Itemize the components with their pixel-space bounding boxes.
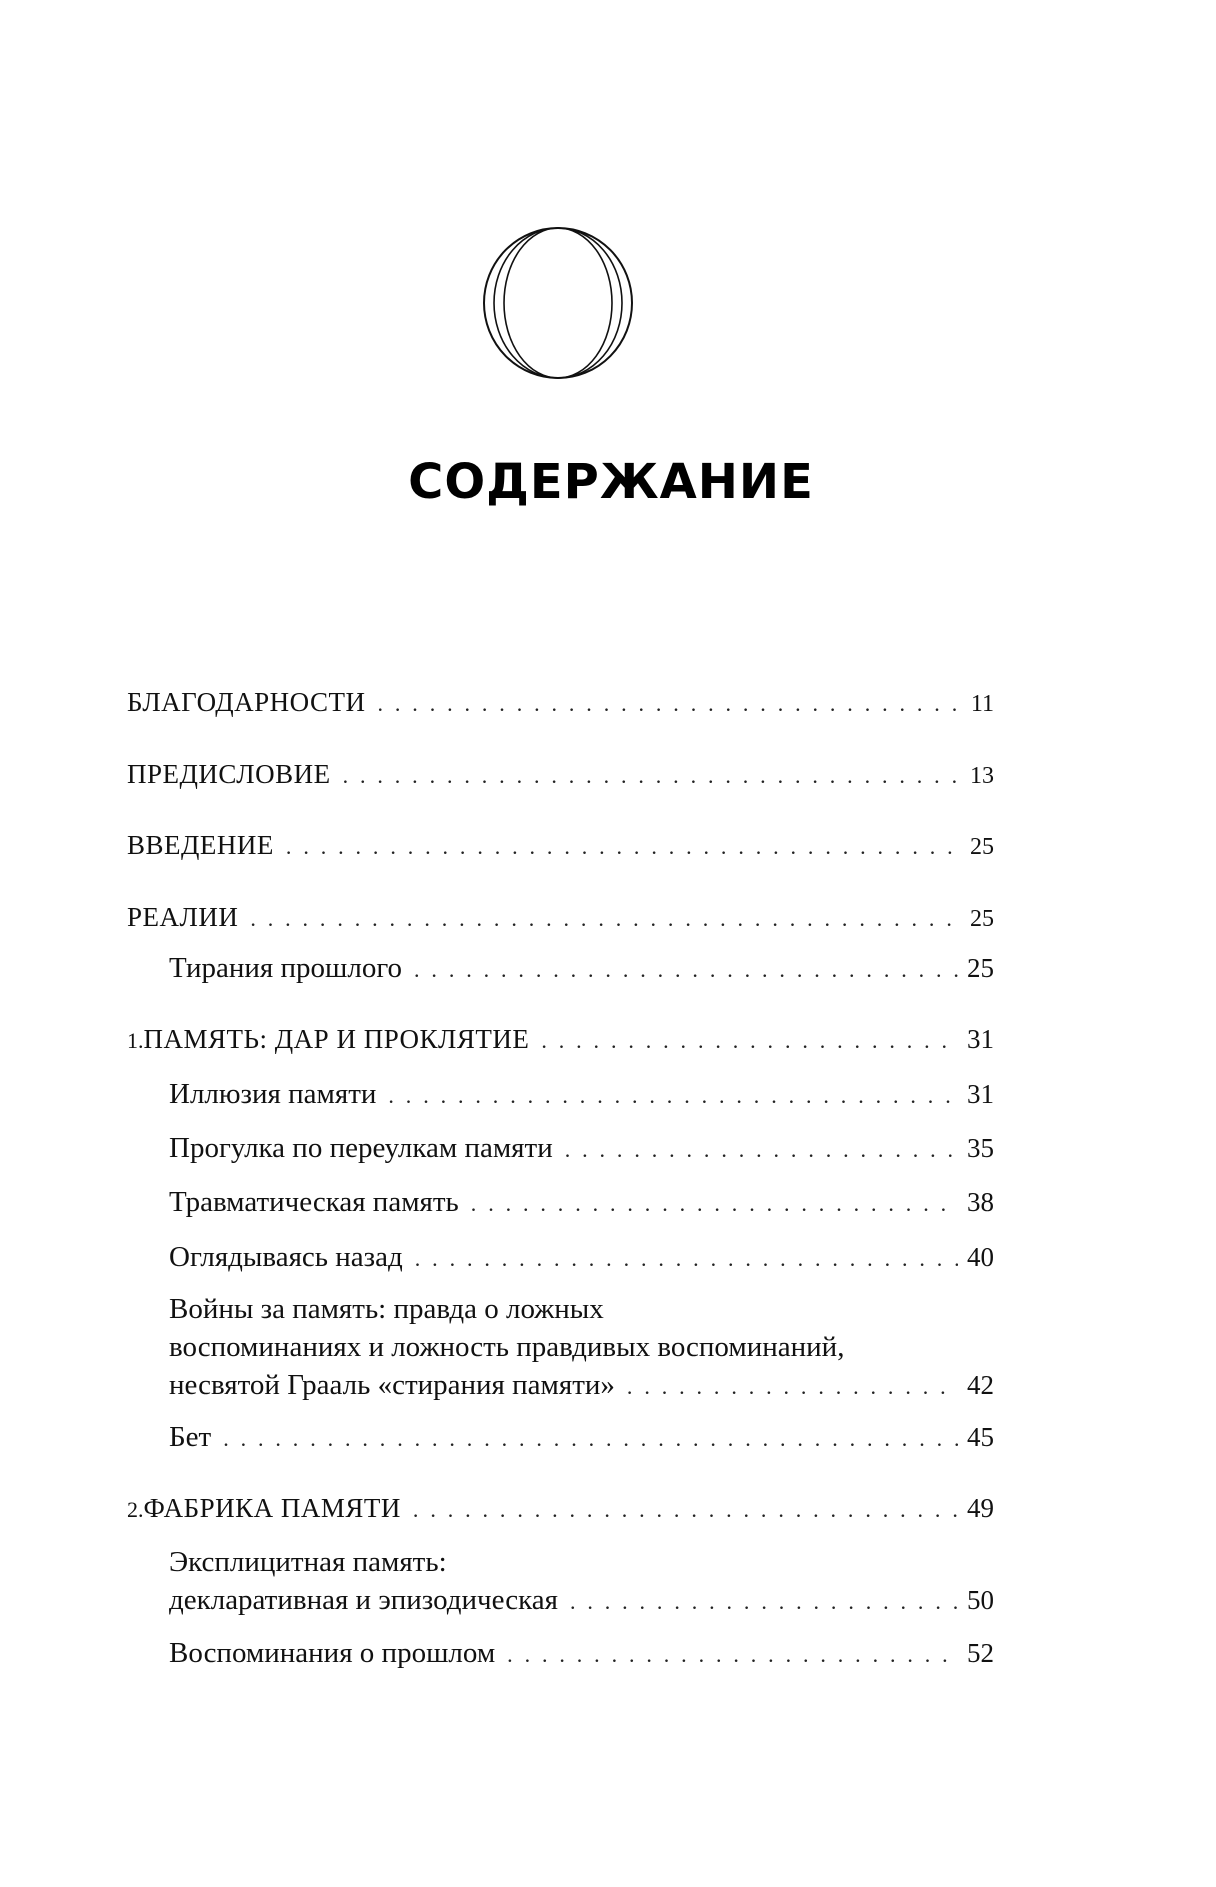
toc-page-number: 25 (970, 906, 994, 932)
toc-label-line: декларативная и эпизодическая (169, 1584, 558, 1616)
dot-leader (286, 828, 958, 866)
toc-entry-bet (169, 1418, 994, 1458)
toc-page-number: 49 (967, 1493, 994, 1523)
toc-label: Иллюзия памяти (169, 1078, 377, 1110)
page-title: СОДЕРЖАНИЕ (408, 454, 814, 510)
toc-page-number: 52 (967, 1638, 994, 1668)
toc-page-number: 31 (967, 1024, 994, 1054)
toc-page-number: 45 (967, 1422, 994, 1452)
toc-entry-memory-wars (169, 1290, 994, 1406)
toc-page-number: 42 (967, 1370, 994, 1400)
toc-entry-chapter-1 (127, 1020, 994, 1060)
dot-leader (541, 1022, 958, 1060)
toc-label-line: Войны за память: правда о ложных (169, 1293, 604, 1325)
toc-label: Бет (169, 1421, 212, 1453)
toc-entry-memory-lane (169, 1129, 994, 1169)
toc-page-number: 25 (967, 953, 994, 983)
toc-label: Воспоминания о прошлом (169, 1637, 496, 1669)
toc-label: РЕАЛИИ (127, 902, 239, 932)
toc-label: ВВЕДЕНИЕ (127, 830, 274, 860)
toc-entry-memories-of-past (169, 1634, 994, 1674)
toc-label-line: несвятой Грааль «стирания памяти» (169, 1369, 615, 1401)
dot-leader (570, 1583, 958, 1621)
dot-leader (343, 757, 958, 795)
toc-label-line: воспоминаниях и ложность правдивых воспоминаний, (169, 1331, 845, 1363)
dot-leader (507, 1636, 958, 1674)
dot-leader (250, 900, 958, 938)
toc-entry-looking-back (169, 1238, 994, 1278)
dot-leader (223, 1420, 958, 1458)
toc-page-number: 35 (967, 1133, 994, 1163)
dot-leader (415, 1240, 958, 1278)
dot-leader (471, 1185, 958, 1223)
circle-logo-icon (481, 225, 635, 381)
dot-leader (414, 951, 958, 989)
toc-entry-explicit-memory (169, 1543, 994, 1621)
toc-label: ПАМЯТЬ: ДАР И ПРОКЛЯТИЕ (143, 1024, 530, 1054)
dot-leader (413, 1491, 958, 1529)
dot-leader (565, 1131, 958, 1169)
chapter-number: 2. (127, 1497, 144, 1522)
toc-entry-illusion-of-memory (169, 1075, 994, 1115)
chapter-number: 1. (127, 1028, 144, 1053)
toc-entry-preface (127, 755, 994, 795)
toc-page-number: 13 (970, 763, 994, 789)
toc-label: Прогулка по переулкам памяти (169, 1132, 553, 1164)
toc-label: Тирания прошлого (169, 952, 403, 984)
toc-label: ПРЕДИСЛОВИЕ (127, 759, 331, 789)
toc-label: Травматическая память (169, 1186, 459, 1218)
toc-label: Оглядываясь назад (169, 1241, 403, 1273)
toc-label: БЛАГОДАРНОСТИ (127, 687, 366, 717)
toc-entry-acknowledgements (127, 683, 994, 723)
toc-label-line: Эксплицитная память: (169, 1546, 447, 1578)
dot-leader (388, 1077, 958, 1115)
toc-entry-tyranny-of-past (169, 949, 994, 989)
toc-page-number: 11 (970, 691, 994, 717)
toc-page-number: 50 (967, 1585, 994, 1615)
dot-leader (627, 1368, 958, 1406)
toc-page-number: 25 (970, 834, 994, 860)
toc-page-number: 38 (967, 1187, 994, 1217)
toc-page-number: 40 (967, 1242, 994, 1272)
toc-entry-introduction (127, 826, 994, 866)
toc-entry-traumatic-memory (169, 1183, 994, 1223)
dot-leader (378, 685, 959, 723)
toc-entry-realities (127, 898, 994, 938)
toc-entry-chapter-2 (127, 1489, 994, 1529)
toc-page-number: 31 (967, 1079, 994, 1109)
toc-label: ФАБРИКА ПАМЯТИ (143, 1493, 401, 1523)
